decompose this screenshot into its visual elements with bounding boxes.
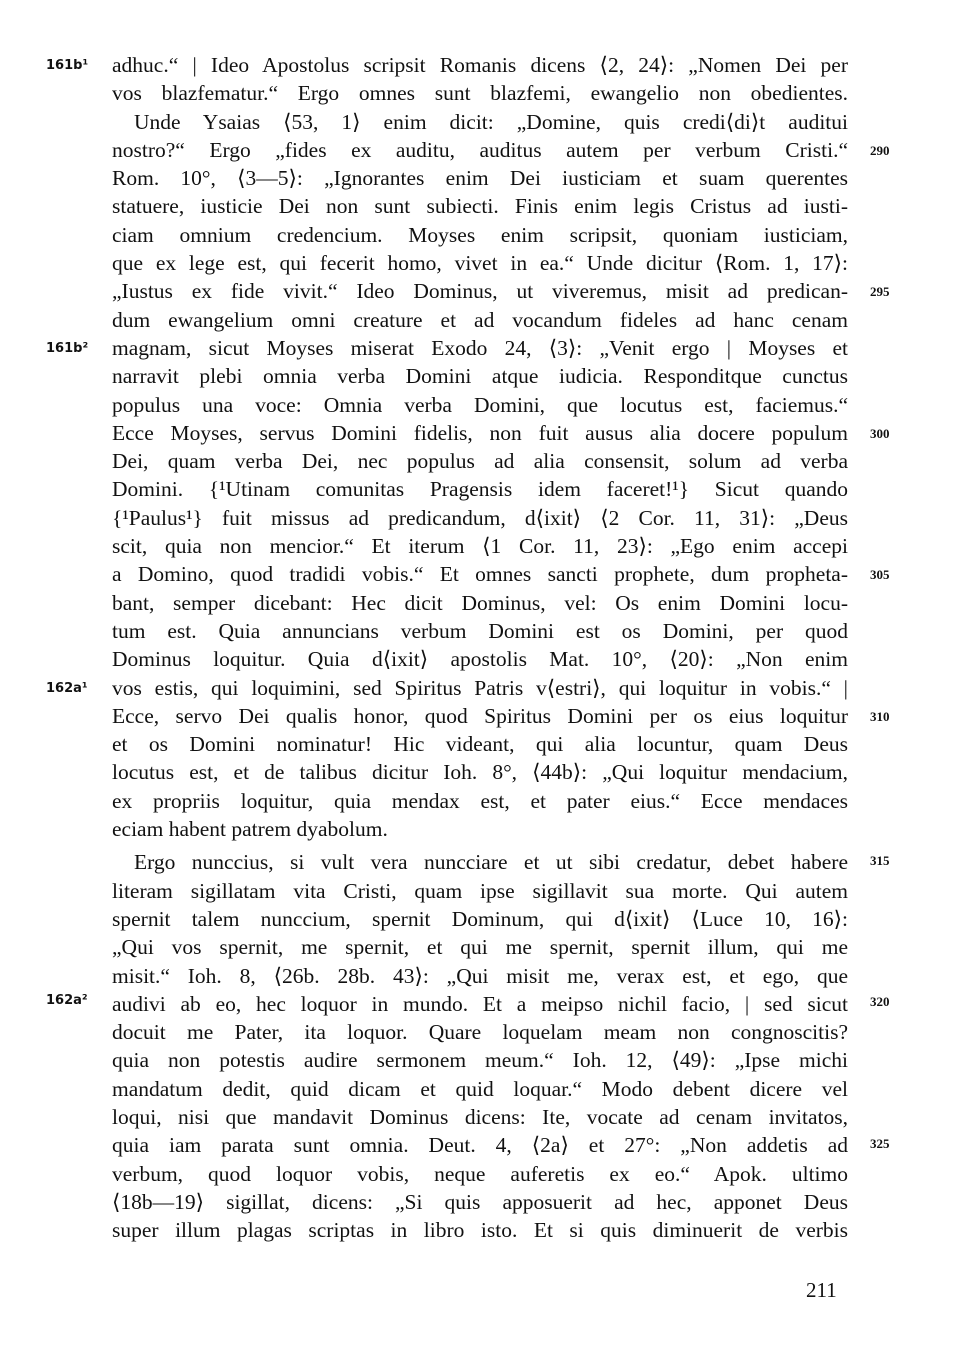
text-line: locutus est, et de talibus dicitur Ioh. 8°, ⟨44b⟩: „Qui loquitur mendacium, <box>112 760 848 785</box>
line-number: 305 <box>870 567 890 582</box>
body-text <box>112 51 848 1244</box>
text-line: „Qui vos spernit, me spernit, et qui me spernit, spernit illum, qui me <box>112 935 848 960</box>
text-line: Domini. {¹Utinam comunitas Pragensis idem faceret!¹} Sicut quando <box>112 477 848 502</box>
line-number: 320 <box>870 994 890 1009</box>
folio-note: 161b² <box>46 341 89 356</box>
text-line: docuit me Pater, ita loquor. Quare loquelam meam non congnoscitis? <box>112 1020 848 1045</box>
text-line: Dominus loquitur. Quia d⟨ixit⟩ apostolis Mat. 10°, ⟨20⟩: „Non enim <box>112 647 848 672</box>
folio-note: 161b¹ <box>46 58 89 73</box>
text-line: nostro?“ Ergo „fides ex auditu, auditus autem per verbum Cristi.“ <box>112 137 848 162</box>
folio-note: 162a¹ <box>46 681 88 696</box>
line-number: 325 <box>870 1136 890 1151</box>
text-line: statuere, iusticie Dei non sunt subiecti. Finis enim legis Cristus ad iusti- <box>112 194 848 219</box>
text-line: audivi ab eo, hec loquor in mundo. Et a meipso nichil facio, | sed sicut <box>112 991 848 1016</box>
line-number: 315 <box>870 853 890 868</box>
text-line: verbum, quod loquor vobis, neque auferetis ex eo.“ Apok. ultimo <box>112 1161 848 1186</box>
text-line: super illum plagas scriptas in libro isto. Et si quis diminuerit de verbis <box>112 1218 848 1243</box>
text-line: et os Domini nominatur! Hic videant, qui alia locuntur, quam Deus <box>112 732 848 757</box>
text-line: literam sigillatam vita Cristi, quam ipse sigillavit sua morte. Qui autem <box>112 878 848 903</box>
text-line: loqui, nisi que mandavit Dominus dicens: Ite, vocate ad cenam invitatos, <box>112 1104 848 1129</box>
text-line: populus una voce: Omnia verba Domini, que locutus est, faciemus.“ <box>112 392 848 417</box>
text-line: scit, quia non mencior.“ Et iterum ⟨1 Cor. 11, 23⟩: „Ego enim accepi <box>112 534 848 559</box>
text-line: Ecce Moyses, servus Domini fidelis, non fuit ausus alia docere populum <box>112 420 848 445</box>
text-line: adhuc.“ | Ideo Apostolus scripsit Romanis dicens ⟨2, 24⟩: „Nomen Dei per <box>112 53 848 77</box>
text-line: Ergo nunccius, si vult vera nuncciare et ut sibi credatur, debet habere <box>134 850 848 875</box>
folio-note: 162a² <box>46 993 88 1008</box>
text-line: dum ewangelium omni creature et ad vocandum fideles ad hanc cenam <box>112 307 848 332</box>
text-line: spernit talem nunccium, spernit Dominum, qui d⟨ixit⟩ ⟨Luce 10, 16⟩: <box>112 906 848 931</box>
text-line: {¹Paulus¹} fuit missus ad predicandum, d⟨ixit⟩ ⟨2 Cor. 11, 31⟩: „Deus <box>112 505 848 530</box>
text-line: a Domino, quod tradidi vobis.“ Et omnes sancti prophete, dum propheta- <box>112 562 848 587</box>
text-line: vos estis, qui loquimini, sed Spiritus Patris v⟨estri⟩, qui loquitur in vobis.“ | <box>112 675 848 700</box>
text-line: ciam omnium credencium. Moyses enim scripsit, quoniam iusticiam, <box>112 222 848 247</box>
text-line: eciam habent patrem dyabolum. <box>112 817 388 842</box>
text-line: misit.“ Ioh. 8, ⟨26b. 28b. 43⟩: „Qui misit me, verax est, et ego, que <box>112 963 848 988</box>
text-line: magnam, sicut Moyses miserat Exodo 24, ⟨3⟩: „Venit ergo | Moyses et <box>112 335 848 360</box>
text-line: ex propriis loquitur, quia mendax est, et pater eius.“ Ecce mendaces <box>112 788 848 813</box>
text-line: Unde Ysaias ⟨53, 1⟩ enim dicit: „Domine, quis credi⟨di⟩t auditui <box>134 109 848 134</box>
text-line: quia non potestis audire sermonem meum.“ Ioh. 12, ⟨49⟩: „Ipse michi <box>112 1048 848 1073</box>
page-number: 211 <box>806 1278 837 1302</box>
text-line: bant, semper dicebant: Hec dicit Dominus, vel: Os enim Domini locu- <box>112 590 848 615</box>
text-line: Rom. 10°, ⟨3—5⟩: „Ignorantes enim Dei iusticiam et suam querentes <box>112 166 848 191</box>
text-line: que ex lege est, qui fecerit homo, vivet in ea.“ Unde dicitur ⟨Rom. 1, 17⟩: <box>112 251 848 276</box>
line-number: 295 <box>870 284 890 299</box>
text-line: vos blazfematur.“ Ergo omnes sunt blazfemi, ewangelio non obedientes. <box>112 81 848 106</box>
line-number: 290 <box>870 143 890 158</box>
text-line: ⟨18b—19⟩ sigillat, dicens: „Si quis apposuerit ad hec, apponet Deus <box>112 1189 848 1214</box>
text-line: mandatum dedit, quid dicam et quid loquar.“ Modo debent dicere vel <box>112 1076 848 1101</box>
text-line: Ecce, servo Dei qualis honor, quod Spiritus Domini per os eius loquitur <box>112 703 848 728</box>
text-line: narravit plebi omnia verba Domini atque iudicia. Responditque cunctus <box>112 364 848 389</box>
text-line: „Iustus ex fide vivit.“ Ideo Dominus, ut viveremus, misit ad predican- <box>112 279 848 304</box>
line-number: 300 <box>870 426 890 441</box>
text-line: Dei, quam verba Dei, nec populus ad alia consensit, solum ad verba <box>112 449 848 474</box>
line-number: 310 <box>870 709 890 724</box>
text-line: tum est. Quia annuncians verbum Domini est os Domini, per quod <box>112 618 848 643</box>
text-line: quia iam parata sunt omnia. Deut. 4, ⟨2a⟩ et 27°: „Non addetis ad <box>112 1133 848 1158</box>
